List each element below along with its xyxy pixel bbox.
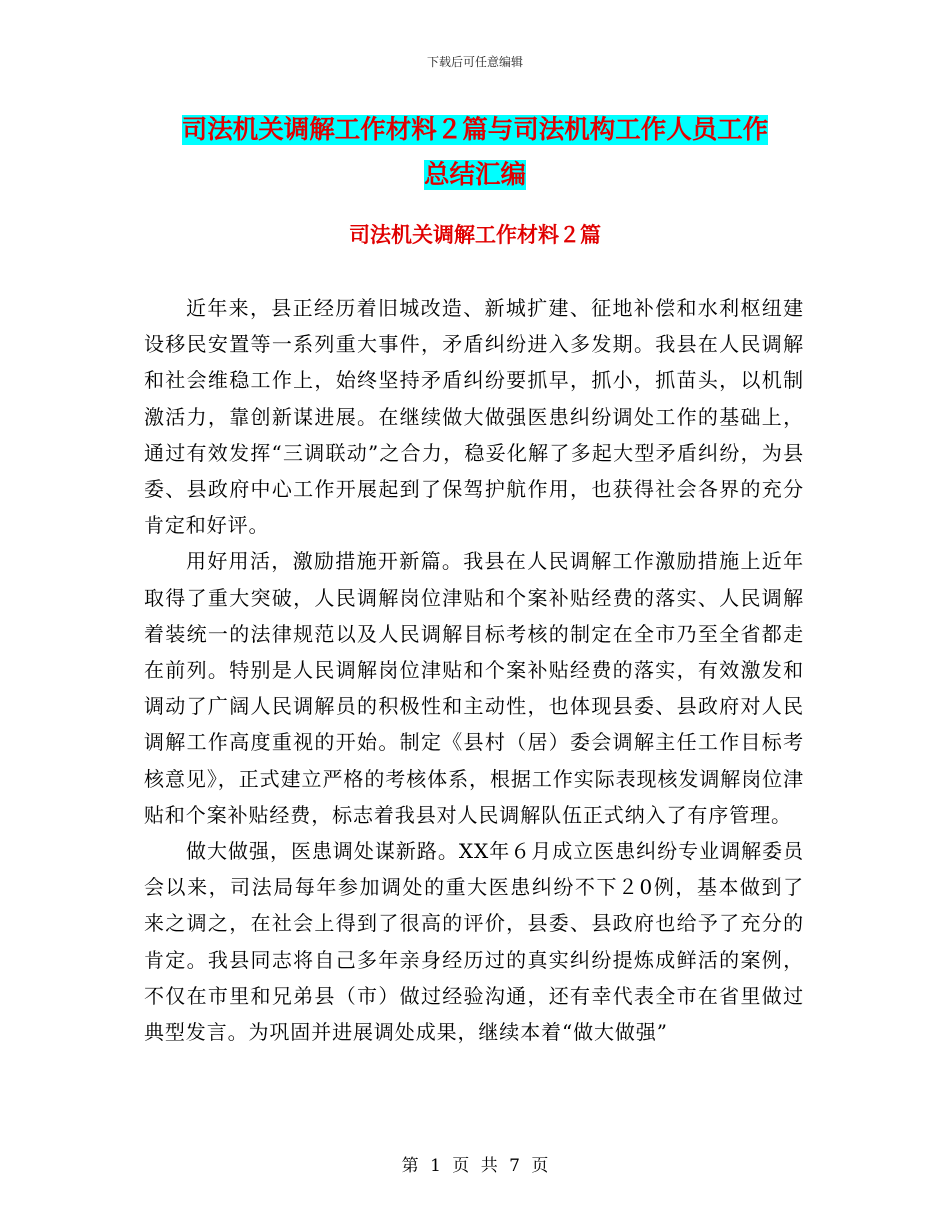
paragraph: 用好用活，激励措施开新篇。我县在人民调解工作激励措施上近年取得了重大突破，人民调解岗位津贴和个案补贴经费的落实、人民调解着装统一的法律规范以及人民调解目标考核的制定在全市乃至全省都走在前列。特别是人民调解岗位津贴和个案补贴经费的落实，有效激发和调动了广阔人民调解员的积极性和主动性，也体现县委、县政府对人民调解工作高度重视的开始。制定《县村（居）委会调解主任工作目标考核意见》，正式建立严格的考核体系，根据工作实际表现核发调解岗位津贴和个案补贴经费，标志着我县对人民调解队伍正式纳入了有序管理。 xyxy=(144,549,804,827)
document-title-line-1: 司法机关调解工作材料２篇与司法机构工作人员工作 xyxy=(181,115,769,145)
page-header-note: 下载后可任意编辑 xyxy=(426,55,523,69)
page-number: 第 1 页 共 7 页 xyxy=(401,1156,549,1176)
paragraph: 近年来，县正经历着旧城改造、新城扩建、征地补偿和水利枢纽建设移民安置等一系列重大事件，矛盾纠纷进入多发期。我县在人民调解和社会维稳工作上，始终坚持矛盾纠纷要抓早，抓小，抓苗头，以机制激活力，靠创新谋进展。在继续做大做强医患纠纷调处工作的基础上，通过有效发挥“三调联动”之合力，稳妥化解了多起大型矛盾纠纷，为县委、县政府中心工作开展起到了保驾护航作用，也获得社会各界的充分肯定和好评。 xyxy=(144,296,804,538)
document-title xyxy=(150,108,800,198)
body-text xyxy=(144,290,804,1050)
document-title-line-2: 总结汇编 xyxy=(423,160,526,190)
paragraph: 做大做强，医患调处谋新路。XX年６月成立医患纠纷专业调解委员会以来，司法局每年参加调处的重大医患纠纷不下２0例，基本做到了来之调之，在社会上得到了很高的评价，县委、县政府也给予了充分的肯定。我县同志将自己多年亲身经历过的真实纠纷提炼成鲜活的案例，不仅在市里和兄弟县（市）做过经验沟通，还有幸代表全市在省里做过典型发言。为巩固并进展调处成果，继续本着“做大做强” xyxy=(144,839,804,1045)
section-title: 司法机关调解工作材料２篇 xyxy=(349,223,601,247)
